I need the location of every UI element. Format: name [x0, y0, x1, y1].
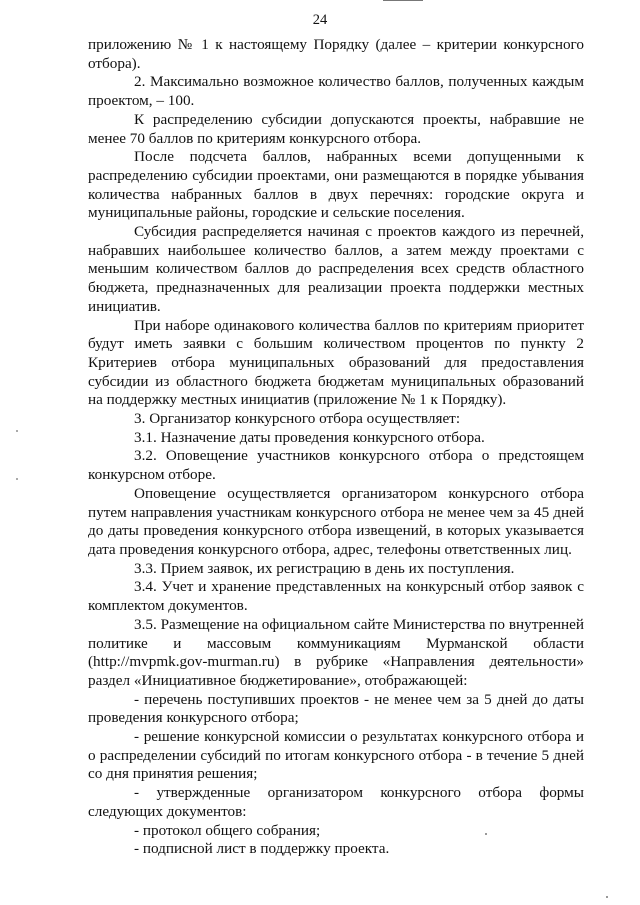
scan-dot: [16, 430, 18, 432]
list-item: - протокол общего собрания;: [134, 821, 321, 839]
paragraph: 3.2. Оповещение участников конкурсного отбора о предстоящем конкурсном отборе.: [88, 447, 584, 484]
list-item: - утвержденные организатором конкурсного отбора формы следующих документов:: [88, 784, 584, 820]
list-item: - подписной лист в поддержку проекта.: [134, 840, 390, 858]
paragraph: 3. Организатор конкурсного отбора осуществляет:: [134, 410, 461, 428]
scan-dot: [606, 896, 608, 898]
paragraph: После подсчета баллов, набранных всеми допущенными к распределению субсидии проектами, они размещаются в порядке убывания количества набранных баллов в двух перечнях: городские округа и муниципальные районы, городские и сельские поселения.: [88, 148, 584, 222]
paragraph: Оповещение осуществляется организатором конкурсного отбора путем направления участникам конкурсного отбора не менее чем за 45 дней до даты проведения конкурсного отбора извещений, в которых указывается дата проведения конкурсного отбора, адрес, телефоны ответственных лиц.: [88, 484, 584, 558]
list-item: - перечень поступивших проектов - не менее чем за 5 дней до даты проведения конкурсного отбора;: [88, 690, 584, 727]
paragraph: 3.4. Учет и хранение представленных на конкурсный отбор заявок с комплектом документов.: [88, 578, 584, 615]
scan-dot: [485, 833, 487, 835]
list-item: - решение конкурсной комиссии о результатах конкурсного отбора и о распределении субсидий по итогам конкурсного отбора - в течение 5 дней со дня принятия решения;: [88, 728, 584, 783]
paragraph: 2. Максимально возможное количество баллов, полученных каждым проектом, – 100.: [88, 73, 584, 110]
paragraph: При наборе одинакового количества баллов по критериям приоритет будут иметь заявки с большим количеством процентов по пункту 2 Критериев отбора муниципальных образований для предоставления субсидии из областного бюджета бюджетам муниципальных образований на поддержку местных инициатив (приложение № 1 к Порядку).: [88, 316, 584, 409]
paragraph: Субсидия распределяется начиная с проектов каждого из перечней, набравших наибольшее количество баллов, а затем между проектами с меньшим количеством баллов до распределения всех средств областного бюджета, предназначенных для реализации проекта поддержки местных инициатив.: [88, 223, 584, 315]
paragraph: 3.5. Размещение на официальном сайте Министерства по внутренней политике и массовым коммуникациям Мурманской области (http://mvpmk.gov-murman.ru) в рубрике «Направления деятельности» раздел «Инициативное бюджетирование», отображающей:: [88, 615, 584, 689]
paragraph: 3.3. Прием заявок, их регистрацию в день их поступления.: [134, 559, 515, 577]
scan-mark: [383, 0, 423, 1]
document-body: [88, 36, 584, 859]
paragraph: 3.1. Назначение даты проведения конкурсного отбора.: [134, 428, 485, 446]
paragraph: приложению № 1 к настоящему Порядку (далее – критерии конкурсного отбора).: [88, 36, 584, 72]
page-number: 24: [312, 12, 328, 28]
paragraph: К распределению субсидии допускаются проекты, набравшие не менее 70 баллов по критериям конкурсного отбора.: [88, 110, 584, 147]
scan-dot: [16, 478, 18, 480]
